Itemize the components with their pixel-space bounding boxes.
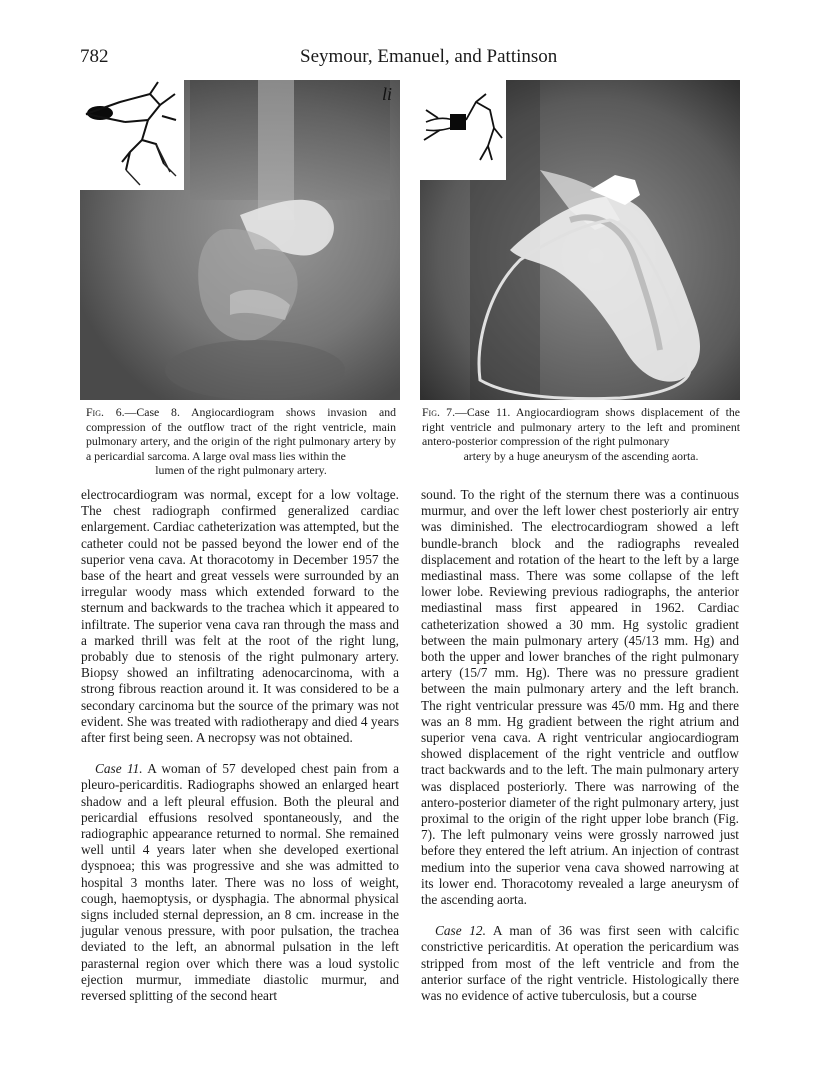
- figure-6-corner-mark: li: [382, 84, 393, 104]
- page-header: [80, 46, 740, 70]
- figure-7-label: Fig. 7.: [422, 405, 456, 419]
- figure-6-angiocardiogram: [80, 80, 400, 400]
- figure-6-caption-text: —Case 8. Angiocardiogram shows invasion and compression of the outflow tract of the right ventricle, main pulmonary artery, and the origin of the right pulmonary artery by a pericardial sarcoma. A large oval mass lies within the: [86, 405, 396, 463]
- figure-7-caption-last-line: artery by a huge aneurysm of the ascending aorta.: [463, 448, 699, 463]
- figure-7-image: [420, 80, 740, 400]
- figure-7-caption: [422, 405, 740, 463]
- left-column-paragraph: electrocardiogram was normal, except for a low voltage. The chest radiograph confirmed generalized cardiac enlargement. Cardiac catheterization was attempted, but the catheter could not be passed beyond the lower end of the superior vena cava. At thoracotomy in December 1957 the base of the heart and great vessels were surrounded by an irregular woody mass which extended forward to the sternum and backwards to the trachea which it appeared to infiltrate. The superior vena cava ran through the mass and a marked thrill was felt at the root of the right lung, probably due to stenosis of the right pulmonary artery. Biopsy showed an infiltrating adenocarcinoma, with a strong fibrous reaction around it. It was considered to be a secondary carcinoma but the source of the primary was not evident. She was treated with radiotherapy and died 4 years after first being seen. A necropsy was not obtained.: [81, 487, 400, 746]
- figure-6-caption: [86, 405, 396, 478]
- right-column: [421, 487, 739, 1004]
- figure-7-inset-compression: [450, 114, 466, 130]
- left-column: [81, 487, 399, 1004]
- figure-7-angiocardiogram: [420, 80, 740, 400]
- case-12-paragraph: [421, 923, 739, 1004]
- case-11-paragraph: [81, 761, 399, 1004]
- case-12-text: A man of 36 was first seen with calcific constrictive pericarditis. At operation the pericardium was stripped from most of the left ventricle and from the anterior surface of the right ventricle. Histologically there was no evidence of active tuberculosis, but a course: [421, 923, 739, 1004]
- page-number: 782: [80, 46, 109, 67]
- figure-7-caption-text: —Case 11. Angiocardiogram shows displacement of the right ventricle and pulmonary artery to the left and prominent antero-posterior compression of the right pulmonary: [422, 405, 741, 449]
- case-11-label: Case 11.: [95, 761, 143, 777]
- case-12-label: Case 12.: [435, 923, 486, 939]
- figure-6-label: Fig. 6.: [86, 405, 125, 419]
- running-head: Seymour, Emanuel, and Pattinson: [300, 46, 558, 67]
- right-column-paragraph: sound. To the right of the sternum there was a continuous murmur, and over the left lower chest posteriorly air entry was diminished. The electrocardiogram showed a left bundle-branch block and the radiographs revealed displacement and rotation of the heart to the left by a large mediastinal mass. There was some collapse of the left lower lobe. Reviewing previous radiographs, the anterior mediastinal mass first appeared in 1962. Cardiac catheterization showed a 30 mm. Hg systolic gradient between the main pulmonary artery (45/13 mm. Hg) and both the upper and lower branches of the right pulmonary artery (15/7 mm. Hg). There was no pressure gradient between the main pulmonary artery and the left branch. The right ventricular pressure was 45/0 mm. Hg and there was an 8 mm. Hg gradient between the right atrium and superior vena cava. A right ventricular angiocardiogram showed displacement of the right ventricle and outflow tract backwards and to the left. The main pulmonary artery was displaced posteriorly. There was narrowing of the antero-posterior diameter of the right pulmonary artery, just proximal to the origin of the right upper lobe branch (Fig. 7). The left pulmonary veins were grossly narrowed just before they entered the left atrium. An injection of contrast medium into the superior vena cava showed narrowing at its lower end. Thoracotomy revealed a large aneurysm of the ascending aorta.: [421, 487, 739, 908]
- figure-6-caption-last-line: lumen of the right pulmonary artery.: [155, 463, 327, 478]
- case-11-text: A woman of 57 developed chest pain from a pleuro-pericarditis. Radiographs showed an enlarged heart shadow and a left pleural effusion. Both the pleural and pericardial effusions resolved spontaneously, and the radiographic appearance returned to normal. She remained well until 4 years later when she developed exertional dyspnoea; this was progressive and she was admitted to hospital 3 months later. There was no loss of weight, cough, haemoptysis, or dysphagia. The abnormal physical signs included sternal depression, an 8 cm. increase in the jugular venous pressure, with poor pulsation, the trachea deviated to the left, an abnormal pulsation in the left parasternal region over which there was a loud systolic ejection murmur, immediate diastolic murmur, and reversed splitting of the second heart: [81, 761, 399, 1004]
- figure-6-image: [80, 80, 400, 400]
